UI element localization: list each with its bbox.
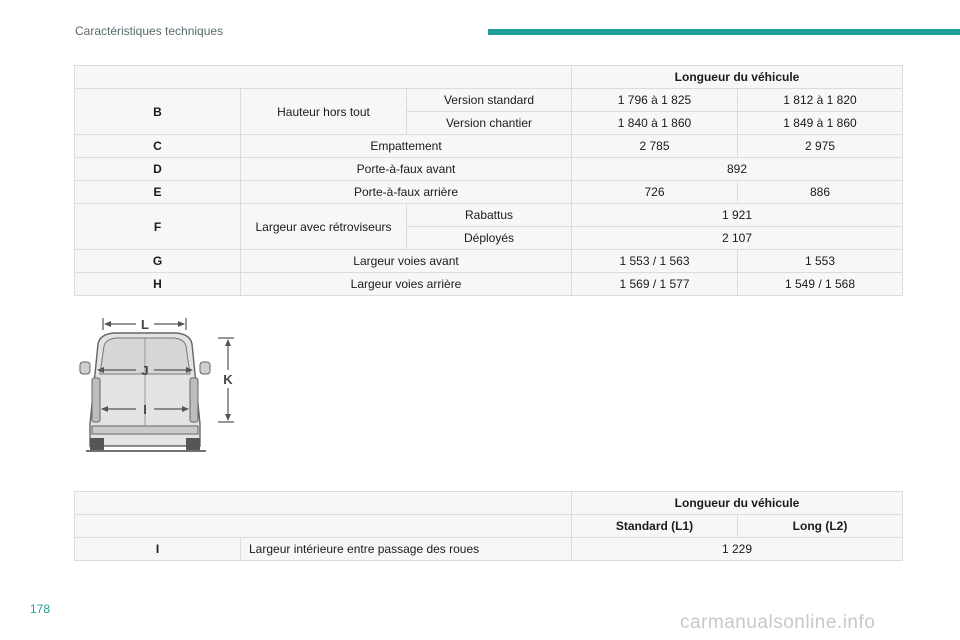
row-label: Porte-à-faux arrière (241, 181, 572, 204)
row-value: 2 107 (572, 227, 903, 250)
column-header: Longueur du véhicule (572, 66, 903, 89)
row-label: Largeur voies avant (241, 250, 572, 273)
column-header: Longueur du véhicule (572, 492, 903, 515)
watermark: carmanualsonline.info (680, 612, 876, 633)
empty-header-cell (75, 66, 572, 89)
header-accent-bar (488, 29, 960, 35)
dimension-l (103, 317, 186, 332)
table-row (75, 273, 903, 296)
table-header-row (75, 66, 903, 89)
row-value: 1 840 à 1 860 (572, 112, 738, 135)
row-value: 892 (572, 158, 903, 181)
label-k: K (223, 372, 233, 387)
row-value: 2 975 (738, 135, 903, 158)
label-l: L (141, 317, 149, 332)
table-subheader-row (75, 515, 903, 538)
table-row (75, 181, 903, 204)
column-header-standard: Standard (L1) (572, 515, 738, 538)
row-value: 1 921 (572, 204, 903, 227)
row-value: 1 229 (572, 538, 903, 561)
vehicle-body (80, 333, 210, 451)
section-title: Caractéristiques techniques (75, 24, 224, 38)
row-label: Porte-à-faux avant (241, 158, 572, 181)
row-label: Largeur intérieure entre passage des roues (241, 538, 572, 561)
row-code: I (75, 538, 241, 561)
row-label: Largeur voies arrière (241, 273, 572, 296)
row-value: 1 812 à 1 820 (738, 89, 903, 112)
row-sublabel: Version standard (407, 89, 572, 112)
table-header-row (75, 492, 903, 515)
row-code: F (75, 204, 241, 250)
row-label: Hauteur hors tout (241, 89, 407, 135)
row-value: 1 549 / 1 568 (738, 273, 903, 296)
page-number: 178 (30, 602, 51, 616)
row-value: 1 553 (738, 250, 903, 273)
row-code: E (75, 181, 241, 204)
row-code: G (75, 250, 241, 273)
row-code: D (75, 158, 241, 181)
empty-header-cell (75, 515, 572, 538)
table-row (75, 204, 903, 227)
row-label: Largeur avec rétroviseurs (241, 204, 407, 250)
label-j: J (141, 363, 149, 378)
row-code: B (75, 89, 241, 135)
empty-header-cell (75, 492, 572, 515)
column-header-long: Long (L2) (738, 515, 903, 538)
table-row (75, 158, 903, 181)
label-i: I (143, 402, 147, 417)
vehicle-rear-diagram (78, 312, 248, 462)
row-sublabel: Déployés (407, 227, 572, 250)
table-row (75, 89, 903, 112)
row-value: 2 785 (572, 135, 738, 158)
table-row (75, 538, 903, 561)
dimensions-table (74, 65, 903, 296)
row-value: 1 569 / 1 577 (572, 273, 738, 296)
row-value: 1 796 à 1 825 (572, 89, 738, 112)
interior-dimensions-table (74, 491, 903, 561)
dimension-k (218, 338, 234, 422)
row-value: 886 (738, 181, 903, 204)
row-value: 1 553 / 1 563 (572, 250, 738, 273)
row-label: Empattement (241, 135, 572, 158)
row-code: H (75, 273, 241, 296)
row-value: 1 849 à 1 860 (738, 112, 903, 135)
row-sublabel: Version chantier (407, 112, 572, 135)
row-value: 726 (572, 181, 738, 204)
table-row (75, 135, 903, 158)
table-row (75, 250, 903, 273)
row-sublabel: Rabattus (407, 204, 572, 227)
row-code: C (75, 135, 241, 158)
